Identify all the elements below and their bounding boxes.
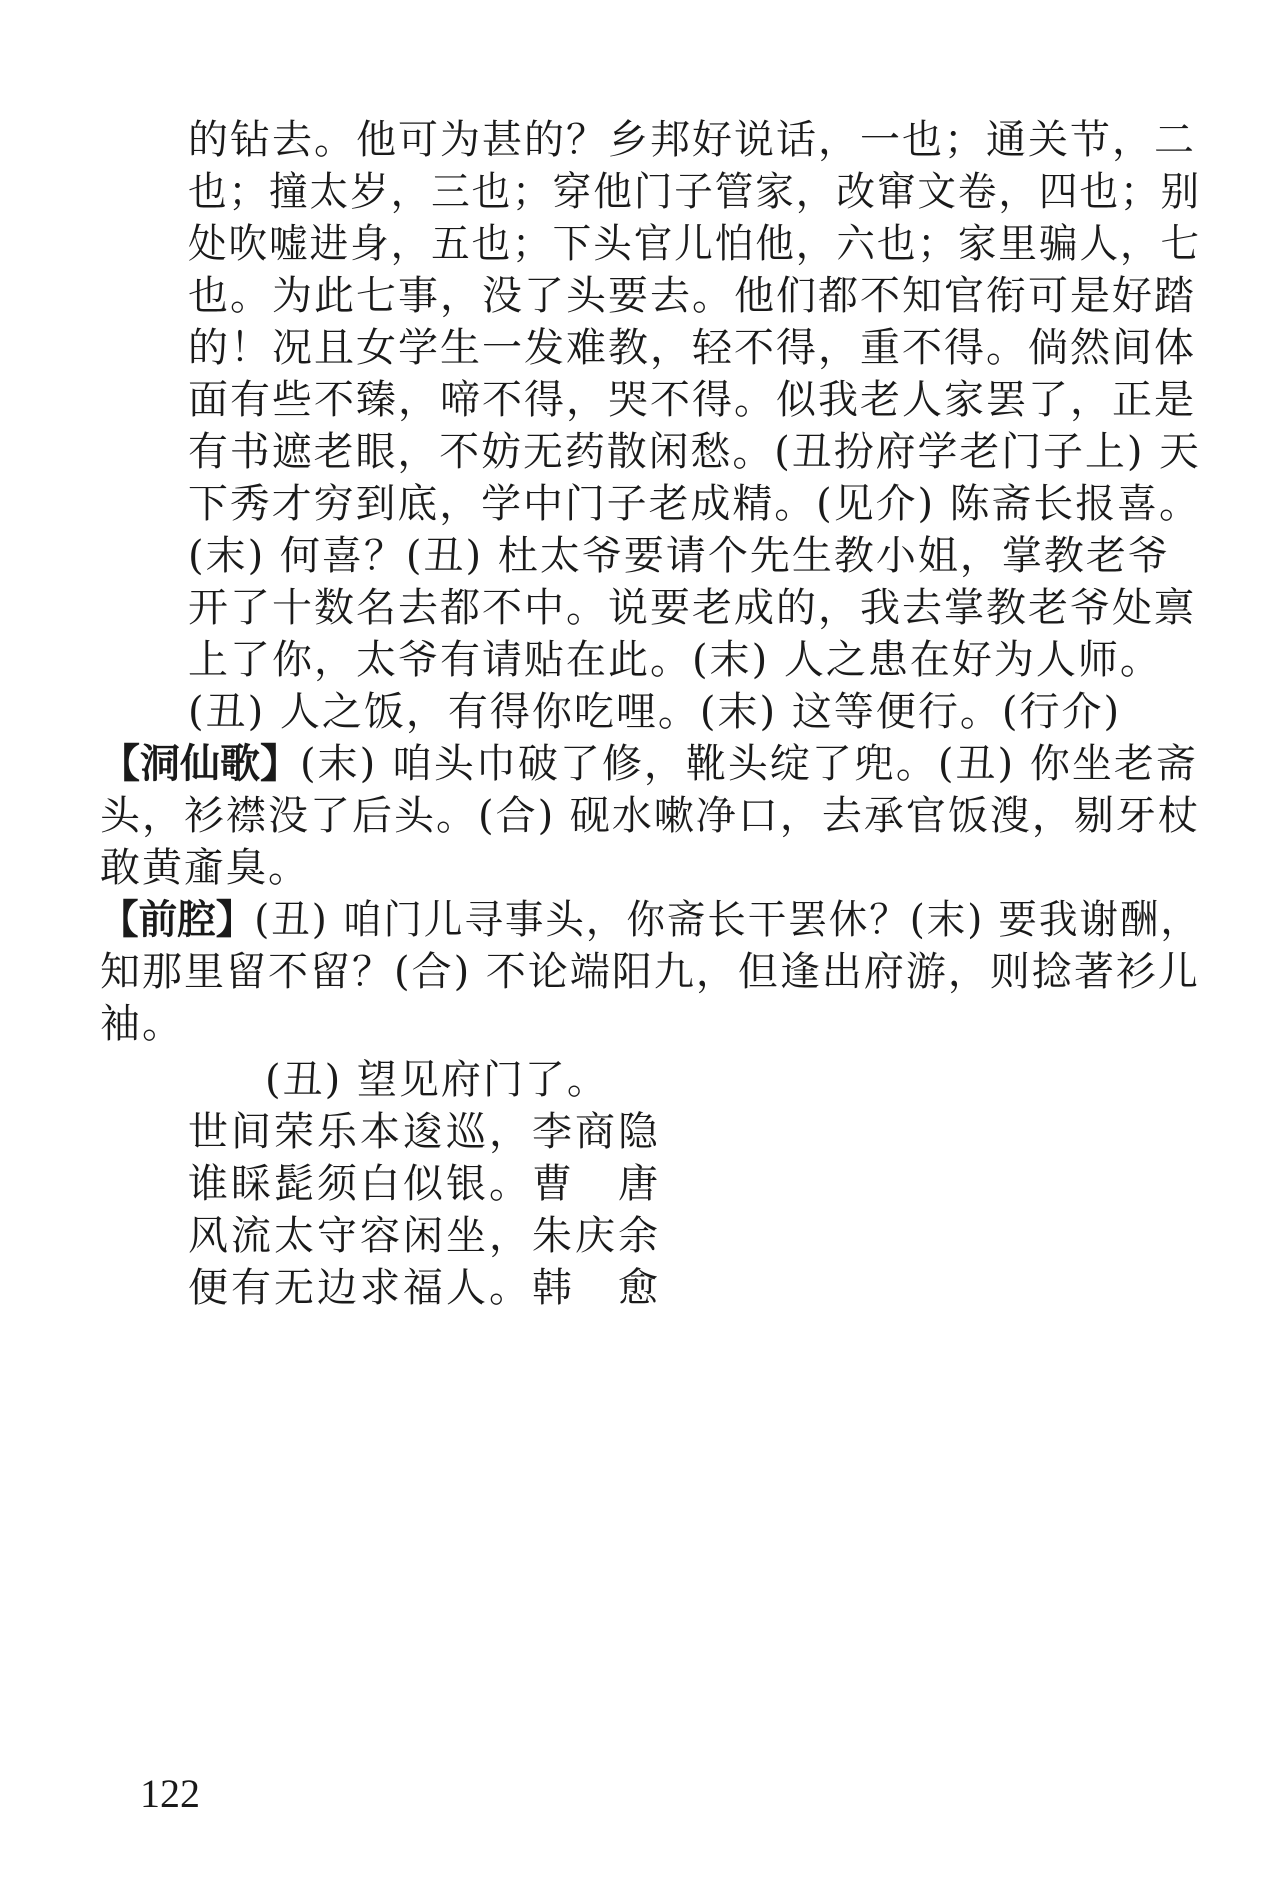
song-line: 袖。	[100, 1001, 184, 1047]
song-first-line	[100, 896, 1201, 944]
poem-author: 李商隐	[532, 1109, 661, 1155]
body-line: 的钻去。他可为甚的？乡邦好说话，一也；通关节，二	[188, 117, 1196, 163]
poem-author: 韩 愈	[532, 1265, 661, 1311]
body-line: 上了你，太爷有请贴在此。(末) 人之患在好为人师。	[188, 637, 1162, 683]
poem-verse: 风流太守容闲坐，	[188, 1213, 532, 1259]
body-line: 开了十数名去都不中。说要老成的，我去掌教老爷处禀	[188, 585, 1196, 631]
body-line: (丑) 人之饭，有得你吃哩。(末) 这等便行。(行介)	[188, 689, 1122, 735]
poem-line	[188, 1108, 661, 1156]
poem-verse: 谁睬髭须白似银。	[188, 1161, 532, 1207]
song-line: 头，衫襟没了后头。(合) 砚水嗽净口，去承官饭溲，剔牙杖	[100, 793, 1200, 839]
poem-verse: 世间荣乐本逡巡，	[188, 1109, 532, 1155]
body-line: 的！况且女学生一发难教，轻不得，重不得。倘然间体	[188, 325, 1196, 371]
song-first-line	[100, 740, 1198, 788]
tune-title: 【洞仙歌】	[100, 741, 300, 787]
poem-author: 曹 唐	[532, 1161, 661, 1207]
body-line: 有书遮老眼，不妨无药散闲愁。(丑扮府学老门子上) 天	[188, 429, 1201, 475]
page-number: 122	[140, 1771, 200, 1816]
body-line: (末) 何喜？(丑) 杜太爷要请个先生教小姐，掌教老爷	[188, 533, 1170, 579]
poem-line	[188, 1264, 661, 1312]
body-line: 也。为此七事，没了头要去。他们都不知官衔可是好踏	[188, 273, 1196, 319]
poem-author: 朱庆余	[532, 1213, 661, 1259]
poem-line	[188, 1212, 661, 1260]
tune-title: 【前腔】	[100, 897, 255, 943]
song-line: 知那里留不留？(合) 不论端阳九，但逢出府游，则捻著衫儿	[100, 949, 1200, 995]
body-line: 处吹嘘进身，五也；下头官儿怕他，六也；家里骗人，七	[188, 221, 1201, 267]
poem-line	[188, 1160, 661, 1208]
poem-verse: 便有无边求福人。	[188, 1265, 532, 1311]
song-text: (丑) 咱门儿寻事头，你斋长干罢休？(末) 要我谢酬，	[254, 897, 1201, 943]
stage-direction: (丑) 望见府门了。	[265, 1057, 609, 1103]
body-line: 也；撞太岁，三也；穿他门子管家，改窜文卷，四也；别	[188, 169, 1201, 215]
song-text: (末) 咱头巾破了修，靴头绽了兜。(丑) 你坐老斋	[300, 741, 1198, 787]
body-line: 下秀才穷到底，学中门子老成精。(见介) 陈斋长报喜。	[188, 481, 1201, 527]
song-line: 敢黄齑臭。	[100, 845, 310, 891]
body-line: 面有些不臻，啼不得，哭不得。似我老人家罢了，正是	[188, 377, 1196, 423]
